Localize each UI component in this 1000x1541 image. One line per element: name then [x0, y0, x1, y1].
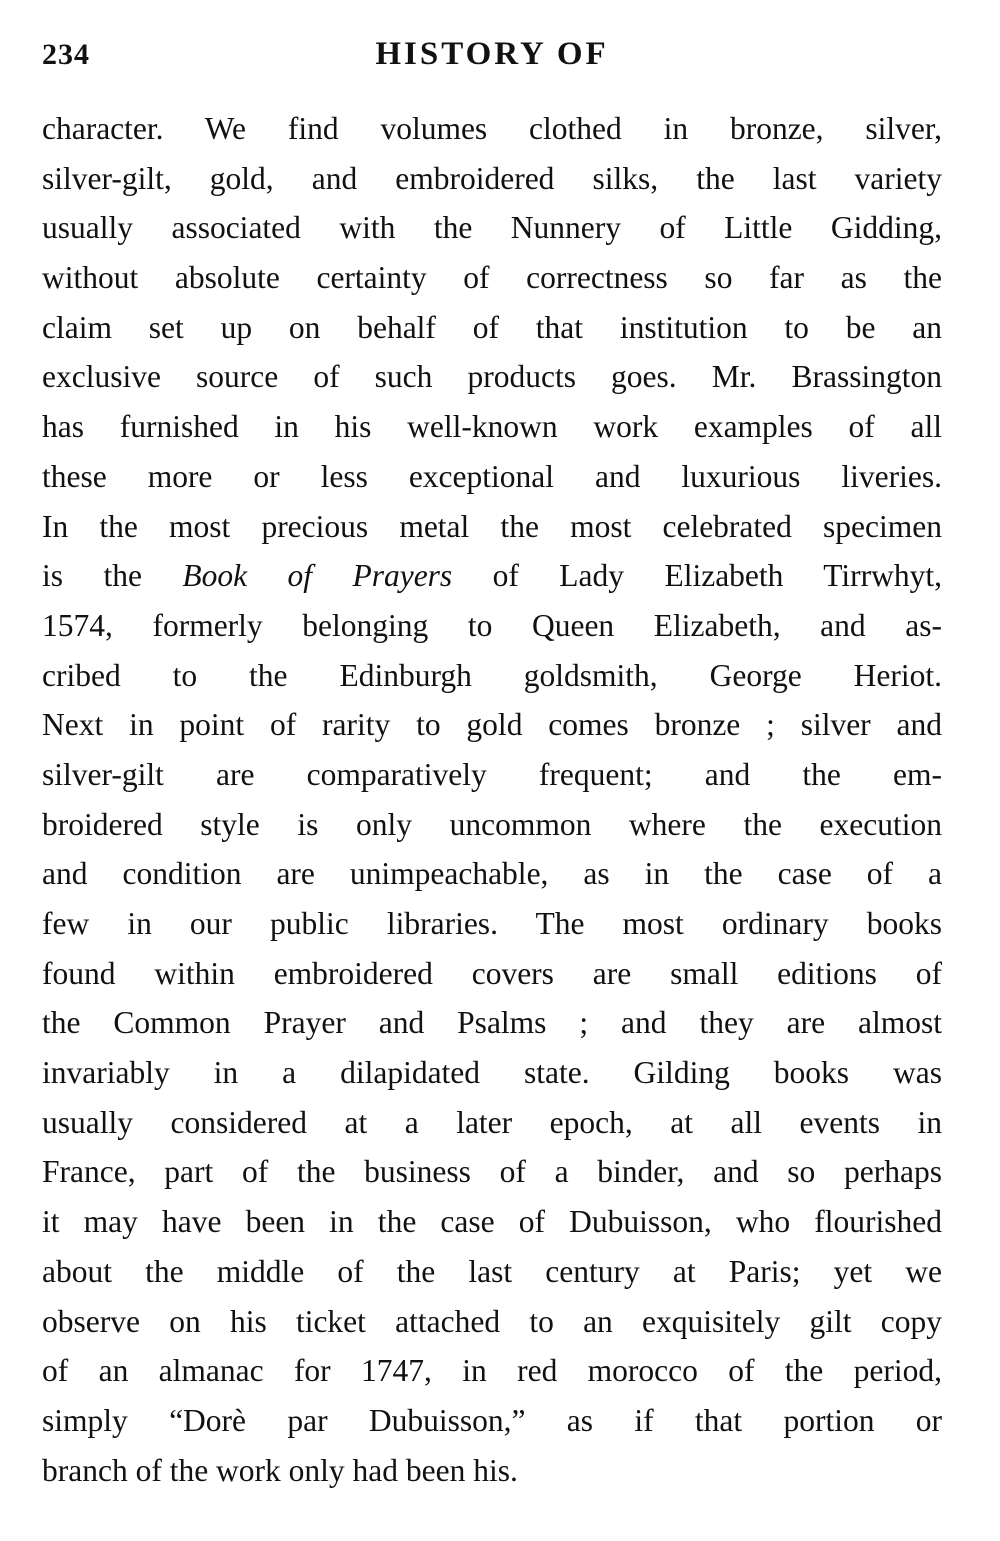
text-line-final: branch of the work only had been his. — [42, 1452, 518, 1488]
text-line: cribed to the Edinburgh goldsmith, George Heriot. — [42, 657, 942, 693]
text-line: exclusive source of such products goes. Mr. Brassington — [42, 359, 942, 395]
running-head: HISTORY OF — [375, 36, 609, 72]
text-line: usually considered at a later epoch, at all events in — [42, 1104, 942, 1140]
text-line: without absolute certainty of correctness so far as the — [42, 260, 942, 296]
page-number: 234 — [42, 38, 90, 71]
text-line: the Common Prayer and Psalms ; and they are almost — [42, 1005, 942, 1041]
text-fragment: is the — [42, 558, 142, 594]
text-line: France, part of the business of a binder, and so perhaps — [42, 1154, 942, 1190]
text-line: these more or less exceptional and luxurious liveries. — [42, 458, 942, 494]
page-header — [42, 34, 942, 84]
text-line: claim set up on behalf of that institution to be an — [42, 309, 942, 345]
text-line: In the most precious metal the most celebrated specimen — [42, 508, 942, 544]
text-line: observe on his ticket attached to an exquisitely gilt copy — [42, 1303, 942, 1339]
text-line: has furnished in his well-known work examples of all — [42, 409, 942, 445]
text-line: and condition are unimpeachable, as in the case of a — [42, 856, 942, 892]
text-line: broidered style is only uncommon where the execution — [42, 806, 942, 842]
text-line-with-italic-title — [42, 551, 942, 601]
body-text — [42, 104, 942, 1495]
text-line: Next in point of rarity to gold comes bronze ; silver and — [42, 707, 942, 743]
text-line: silver-gilt, gold, and embroidered silks, the last variety — [42, 160, 942, 196]
text-line: found within embroidered covers are small editions of — [42, 955, 942, 991]
text-line: character. We find volumes clothed in bronze, silver, — [42, 111, 942, 146]
text-line: it may have been in the case of Dubuisson, who flourished — [42, 1204, 942, 1240]
text-line: simply “Dorè par Dubuisson,” as if that portion or — [42, 1402, 942, 1438]
text-line: 1574, formerly belonging to Queen Elizabeth, and as- — [42, 607, 942, 643]
text-line: about the middle of the last century at Paris; yet we — [42, 1253, 942, 1289]
text-fragment: of Lady Elizabeth Tirrwhyt, — [492, 558, 942, 594]
text-line: usually associated with the Nunnery of Little Gidding, — [42, 210, 942, 246]
text-line: invariably in a dilapidated state. Gilding books was — [42, 1055, 942, 1091]
italic-book-title: Book of Prayers — [182, 558, 453, 594]
text-line: few in our public libraries. The most ordinary books — [42, 906, 942, 941]
text-line: silver-gilt are comparatively frequent; and the em- — [42, 756, 942, 792]
text-line: of an almanac for 1747, in red morocco of the period, — [42, 1353, 942, 1389]
